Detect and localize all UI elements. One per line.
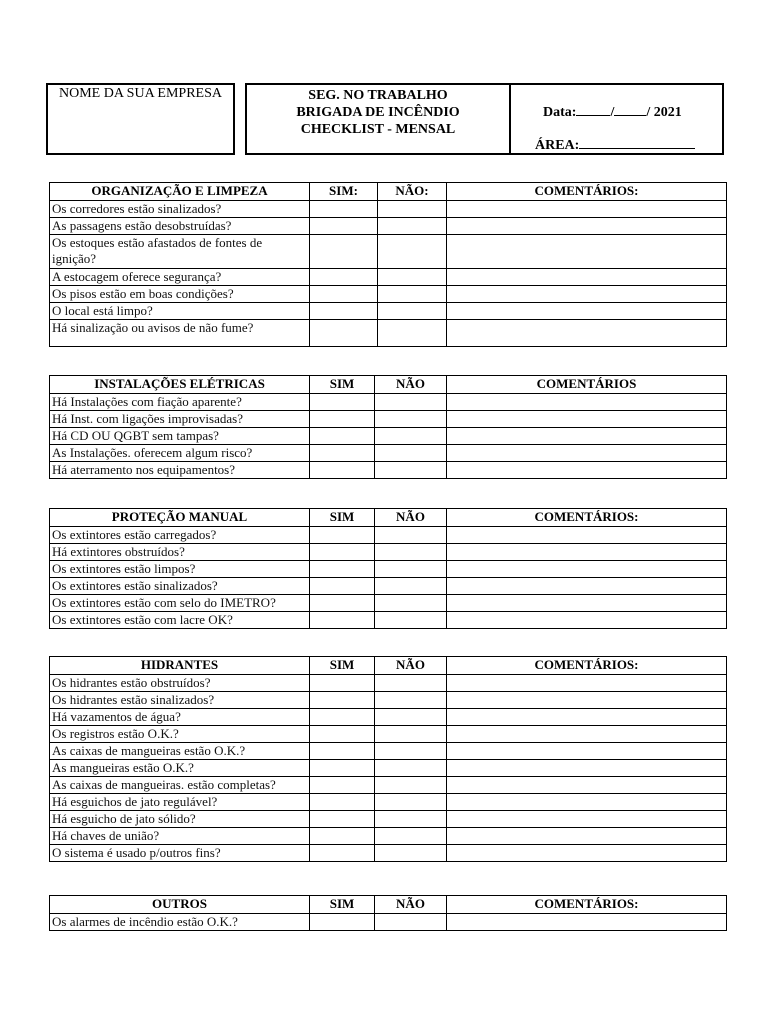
column-no-header: NÃO	[375, 376, 447, 394]
yes-cell[interactable]	[310, 845, 375, 862]
yes-cell[interactable]	[310, 428, 375, 445]
date-year: / 2021	[646, 105, 682, 120]
comment-cell[interactable]	[447, 709, 727, 726]
table-header-row	[50, 896, 727, 914]
question-text: Os corredores estão sinalizados?	[50, 201, 310, 218]
no-cell[interactable]	[375, 462, 447, 479]
yes-cell[interactable]	[310, 709, 375, 726]
table-row	[50, 845, 727, 862]
column-no-header: NÃO:	[378, 183, 447, 201]
yes-cell[interactable]	[310, 760, 375, 777]
no-cell[interactable]	[375, 709, 447, 726]
yes-cell[interactable]	[310, 726, 375, 743]
column-no-header: NÃO	[375, 657, 447, 675]
question-text: Os estoques estão afastados de fontes de ignição?	[50, 235, 310, 269]
table-row	[50, 218, 727, 235]
no-cell[interactable]	[375, 828, 447, 845]
question-text: Os extintores estão com lacre OK?	[50, 612, 310, 629]
table-row	[50, 726, 727, 743]
comment-cell[interactable]	[447, 743, 727, 760]
no-cell[interactable]	[375, 394, 447, 411]
comment-cell[interactable]	[447, 235, 727, 269]
yes-cell[interactable]	[310, 544, 375, 561]
comment-cell[interactable]	[447, 303, 727, 320]
comment-cell[interactable]	[447, 612, 727, 629]
table-row	[50, 828, 727, 845]
yes-cell[interactable]	[310, 320, 378, 347]
question-text: Há Instalações com fiação aparente?	[50, 394, 310, 411]
table-row	[50, 527, 727, 544]
title-line-3: CHECKLIST - MENSAL	[300, 122, 456, 137]
column-comments-header: COMENTÁRIOS	[447, 376, 727, 394]
yes-cell[interactable]	[310, 595, 375, 612]
checklist-table-outros	[49, 895, 727, 931]
yes-cell[interactable]	[310, 743, 375, 760]
comment-cell[interactable]	[447, 411, 727, 428]
yes-cell[interactable]	[310, 914, 375, 931]
table-row	[50, 320, 727, 347]
title-box	[245, 83, 724, 155]
question-text: As caixas de mangueiras estão O.K.?	[50, 743, 310, 760]
yes-cell[interactable]	[310, 411, 375, 428]
question-text: Os extintores estão com selo do IMETRO?	[50, 595, 310, 612]
table-row	[50, 394, 727, 411]
no-cell[interactable]	[375, 411, 447, 428]
question-text: Há sinalização ou avisos de não fume?	[50, 320, 310, 347]
question-text: As Instalações. oferecem algum risco?	[50, 445, 310, 462]
date-area-panel	[511, 85, 722, 153]
yes-cell[interactable]	[310, 201, 378, 218]
comment-cell[interactable]	[447, 286, 727, 303]
table-row	[50, 462, 727, 479]
no-cell[interactable]	[375, 595, 447, 612]
area-field[interactable]	[535, 136, 695, 154]
no-cell[interactable]	[375, 445, 447, 462]
no-cell[interactable]	[378, 320, 447, 347]
table-row	[50, 201, 727, 218]
yes-cell[interactable]	[310, 269, 378, 286]
comment-cell[interactable]	[447, 320, 727, 347]
question-text: Os hidrantes estão sinalizados?	[50, 692, 310, 709]
question-text: Os extintores estão limpos?	[50, 561, 310, 578]
yes-cell[interactable]	[310, 828, 375, 845]
no-cell[interactable]	[378, 218, 447, 235]
question-text: Há esguicho de jato sólido?	[50, 811, 310, 828]
no-cell[interactable]	[375, 794, 447, 811]
table-row	[50, 235, 727, 269]
title-line-2: BRIGADA DE INCÊNDIO	[296, 105, 460, 120]
column-no-header: NÃO	[375, 509, 447, 527]
comment-cell[interactable]	[447, 462, 727, 479]
question-text: Há CD OU QGBT sem tampas?	[50, 428, 310, 445]
column-yes-header: SIM	[310, 896, 375, 914]
no-cell[interactable]	[375, 811, 447, 828]
comment-cell[interactable]	[447, 777, 727, 794]
yes-cell[interactable]	[310, 286, 378, 303]
comment-cell[interactable]	[447, 561, 727, 578]
table-row	[50, 709, 727, 726]
comment-cell[interactable]	[447, 578, 727, 595]
no-cell[interactable]	[375, 527, 447, 544]
yes-cell[interactable]	[310, 561, 375, 578]
company-name-label: NOME DA SUA EMPRESA	[59, 86, 222, 101]
yes-cell[interactable]	[310, 612, 375, 629]
table-header-row	[50, 183, 727, 201]
no-cell[interactable]	[378, 235, 447, 269]
comment-cell[interactable]	[447, 394, 727, 411]
table-row	[50, 692, 727, 709]
column-yes-header: SIM	[310, 509, 375, 527]
yes-cell[interactable]	[310, 235, 378, 269]
document-title	[247, 85, 511, 153]
question-text: Há vazamentos de água?	[50, 709, 310, 726]
column-no-header: NÃO	[375, 896, 447, 914]
area-blank[interactable]	[579, 136, 695, 149]
no-cell[interactable]	[375, 612, 447, 629]
table-row	[50, 544, 727, 561]
no-cell[interactable]	[375, 914, 447, 931]
table-header-row	[50, 657, 727, 675]
table-row	[50, 595, 727, 612]
yes-cell[interactable]	[310, 777, 375, 794]
checklist-table-instalacoes-eletricas	[49, 375, 727, 479]
date-month-blank[interactable]	[614, 103, 646, 116]
table-header-row	[50, 509, 727, 527]
question-text: Há aterramento nos equipamentos?	[50, 462, 310, 479]
table-row	[50, 269, 727, 286]
question-text: Há esguichos de jato regulável?	[50, 794, 310, 811]
area-label: ÁREA:	[535, 138, 580, 153]
question-text: As mangueiras estão O.K.?	[50, 760, 310, 777]
comment-cell[interactable]	[447, 760, 727, 777]
table-row	[50, 794, 727, 811]
yes-cell[interactable]	[310, 675, 375, 692]
comment-cell[interactable]	[447, 445, 727, 462]
table-row	[50, 286, 727, 303]
no-cell[interactable]	[375, 743, 447, 760]
no-cell[interactable]	[378, 201, 447, 218]
no-cell[interactable]	[378, 303, 447, 320]
table-row	[50, 445, 727, 462]
yes-cell[interactable]	[310, 445, 375, 462]
column-comments-header: COMENTÁRIOS:	[447, 183, 727, 201]
date-separator: /	[610, 105, 615, 120]
comment-cell[interactable]	[447, 218, 727, 235]
section-title: PROTEÇÃO MANUAL	[50, 509, 310, 527]
table-row	[50, 561, 727, 578]
yes-cell[interactable]	[310, 462, 375, 479]
comment-cell[interactable]	[447, 201, 727, 218]
comment-cell[interactable]	[447, 675, 727, 692]
company-name-box[interactable]	[46, 83, 235, 155]
question-text: Os extintores estão sinalizados?	[50, 578, 310, 595]
date-field[interactable]	[543, 103, 682, 121]
question-text: Os alarmes de incêndio estão O.K.?	[50, 914, 310, 931]
column-comments-header: COMENTÁRIOS:	[447, 657, 727, 675]
question-text: O sistema é usado p/outros fins?	[50, 845, 310, 862]
date-label: Data:	[543, 105, 577, 120]
section-title: HIDRANTES	[50, 657, 310, 675]
section-title: ORGANIZAÇÃO E LIMPEZA	[50, 183, 310, 201]
question-text: Há extintores obstruídos?	[50, 544, 310, 561]
comment-cell[interactable]	[447, 595, 727, 612]
table-row	[50, 303, 727, 320]
title-line-1: SEG. NO TRABALHO	[308, 88, 448, 103]
no-cell[interactable]	[378, 269, 447, 286]
question-text: Os pisos estão em boas condições?	[50, 286, 310, 303]
checklist-table-organizacao	[49, 182, 727, 347]
column-yes-header: SIM:	[310, 183, 378, 201]
question-text: A estocagem oferece segurança?	[50, 269, 310, 286]
question-text: Há Inst. com ligações improvisadas?	[50, 411, 310, 428]
date-day-blank[interactable]	[576, 103, 610, 116]
no-cell[interactable]	[375, 578, 447, 595]
no-cell[interactable]	[375, 726, 447, 743]
table-row	[50, 914, 727, 931]
table-row	[50, 428, 727, 445]
comment-cell[interactable]	[447, 428, 727, 445]
comment-cell[interactable]	[447, 828, 727, 845]
checklist-table-hidrantes	[49, 656, 727, 862]
question-text: Há chaves de união?	[50, 828, 310, 845]
table-row	[50, 578, 727, 595]
table-row	[50, 411, 727, 428]
comment-cell[interactable]	[447, 794, 727, 811]
yes-cell[interactable]	[310, 527, 375, 544]
yes-cell[interactable]	[310, 394, 375, 411]
column-comments-header: COMENTÁRIOS:	[447, 509, 727, 527]
table-row	[50, 760, 727, 777]
comment-cell[interactable]	[447, 914, 727, 931]
no-cell[interactable]	[375, 544, 447, 561]
question-text: As caixas de mangueiras. estão completas?	[50, 777, 310, 794]
table-row	[50, 811, 727, 828]
question-text: Os hidrantes estão obstruídos?	[50, 675, 310, 692]
column-yes-header: SIM	[310, 376, 375, 394]
yes-cell[interactable]	[310, 811, 375, 828]
table-row	[50, 743, 727, 760]
comment-cell[interactable]	[447, 845, 727, 862]
question-text: Os registros estão O.K.?	[50, 726, 310, 743]
column-yes-header: SIM	[310, 657, 375, 675]
table-row	[50, 777, 727, 794]
no-cell[interactable]	[375, 692, 447, 709]
no-cell[interactable]	[375, 428, 447, 445]
comment-cell[interactable]	[447, 544, 727, 561]
column-comments-header: COMENTÁRIOS:	[447, 896, 727, 914]
no-cell[interactable]	[375, 845, 447, 862]
comment-cell[interactable]	[447, 527, 727, 544]
no-cell[interactable]	[375, 561, 447, 578]
question-text: Os extintores estão carregados?	[50, 527, 310, 544]
checklist-table-protecao-manual	[49, 508, 727, 629]
yes-cell[interactable]	[310, 303, 378, 320]
comment-cell[interactable]	[447, 811, 727, 828]
yes-cell[interactable]	[310, 578, 375, 595]
question-text: As passagens estão desobstruídas?	[50, 218, 310, 235]
no-cell[interactable]	[375, 777, 447, 794]
comment-cell[interactable]	[447, 726, 727, 743]
yes-cell[interactable]	[310, 218, 378, 235]
section-title: INSTALAÇÕES ELÉTRICAS	[50, 376, 310, 394]
yes-cell[interactable]	[310, 692, 375, 709]
section-title: OUTROS	[50, 896, 310, 914]
no-cell[interactable]	[378, 286, 447, 303]
question-text: O local está limpo?	[50, 303, 310, 320]
table-header-row	[50, 376, 727, 394]
table-row	[50, 675, 727, 692]
comment-cell[interactable]	[447, 269, 727, 286]
table-row	[50, 612, 727, 629]
no-cell[interactable]	[375, 675, 447, 692]
yes-cell[interactable]	[310, 794, 375, 811]
no-cell[interactable]	[375, 760, 447, 777]
comment-cell[interactable]	[447, 692, 727, 709]
